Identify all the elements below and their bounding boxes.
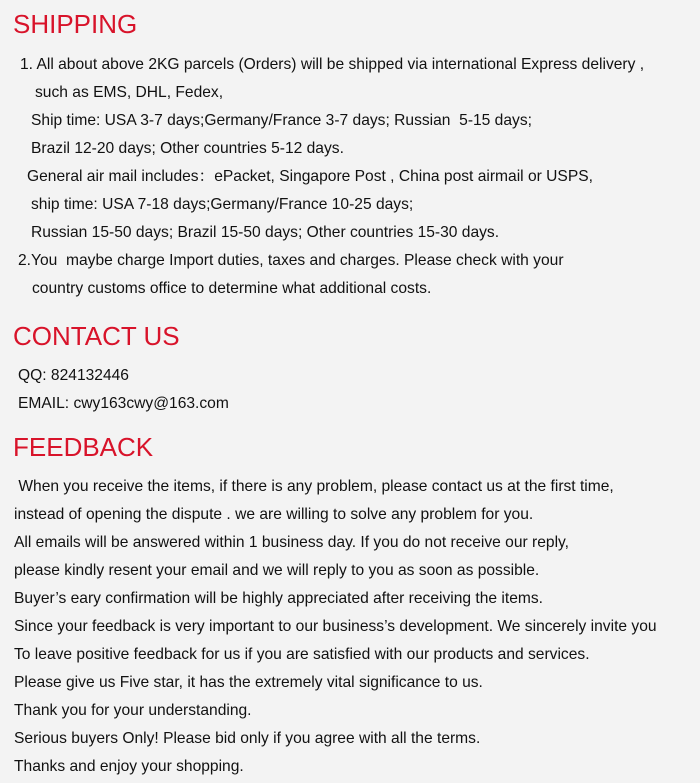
feedback-heading: FEEDBACK — [13, 432, 154, 462]
feedback-line-4: please kindly resent your email and we will reply to you as soon as possible. — [14, 562, 540, 579]
shipping-line-4: Brazil 12-20 days; Other countries 5-12 days. — [31, 140, 344, 157]
feedback-line-5: Buyer’s eary confirmation will be highly appreciated after receiving the items. — [14, 590, 543, 607]
feedback-line-9: Thank you for your understanding. — [14, 702, 252, 719]
contact-heading: CONTACT US — [13, 321, 180, 351]
contact-email: EMAIL: cwy163cwy@163.com — [18, 395, 229, 412]
shipping-line-6: ship time: USA 7-18 days;Germany/France 10-25 days; — [31, 196, 414, 213]
feedback-line-2: instead of opening the dispute . we are willing to solve any problem for you. — [14, 506, 534, 523]
shipping-line-5: General air mail includes：ePacket, Singapore Post , China post airmail or USPS, — [27, 168, 593, 185]
shipping-heading: SHIPPING — [13, 9, 138, 39]
feedback-line-1: When you receive the items, if there is any problem, please contact us at the first time, — [14, 478, 614, 495]
shipping-line-7: Russian 15-50 days; Brazil 15-50 days; Other countries 15-30 days. — [31, 224, 500, 241]
shipping-line-8: 2.You maybe charge Import duties, taxes and charges. Please check with your — [18, 252, 564, 269]
feedback-line-8: Please give us Five star, it has the extremely vital significance to us. — [14, 674, 483, 691]
shipping-line-3: Ship time: USA 3-7 days;Germany/France 3-7 days; Russian 5-15 days; — [31, 112, 532, 129]
feedback-line-6: Since your feedback is very important to our business’s development. We sincerely invite you — [14, 618, 657, 635]
shipping-line-1: 1. All about above 2KG parcels (Orders) will be shipped via international Express delivery , — [20, 56, 645, 73]
feedback-line-11: Thanks and enjoy your shopping. — [14, 758, 244, 775]
feedback-line-10: Serious buyers Only! Please bid only if you agree with all the terms. — [14, 730, 481, 747]
shipping-line-2: such as EMS, DHL, Fedex, — [35, 84, 224, 101]
contact-qq: QQ: 824132446 — [18, 367, 129, 384]
shipping-line-9: country customs office to determine what additional costs. — [32, 280, 432, 297]
feedback-line-7: To leave positive feedback for us if you are satisfied with our products and services. — [14, 646, 590, 663]
feedback-line-3: All emails will be answered within 1 business day. If you do not receive our reply, — [14, 534, 570, 551]
